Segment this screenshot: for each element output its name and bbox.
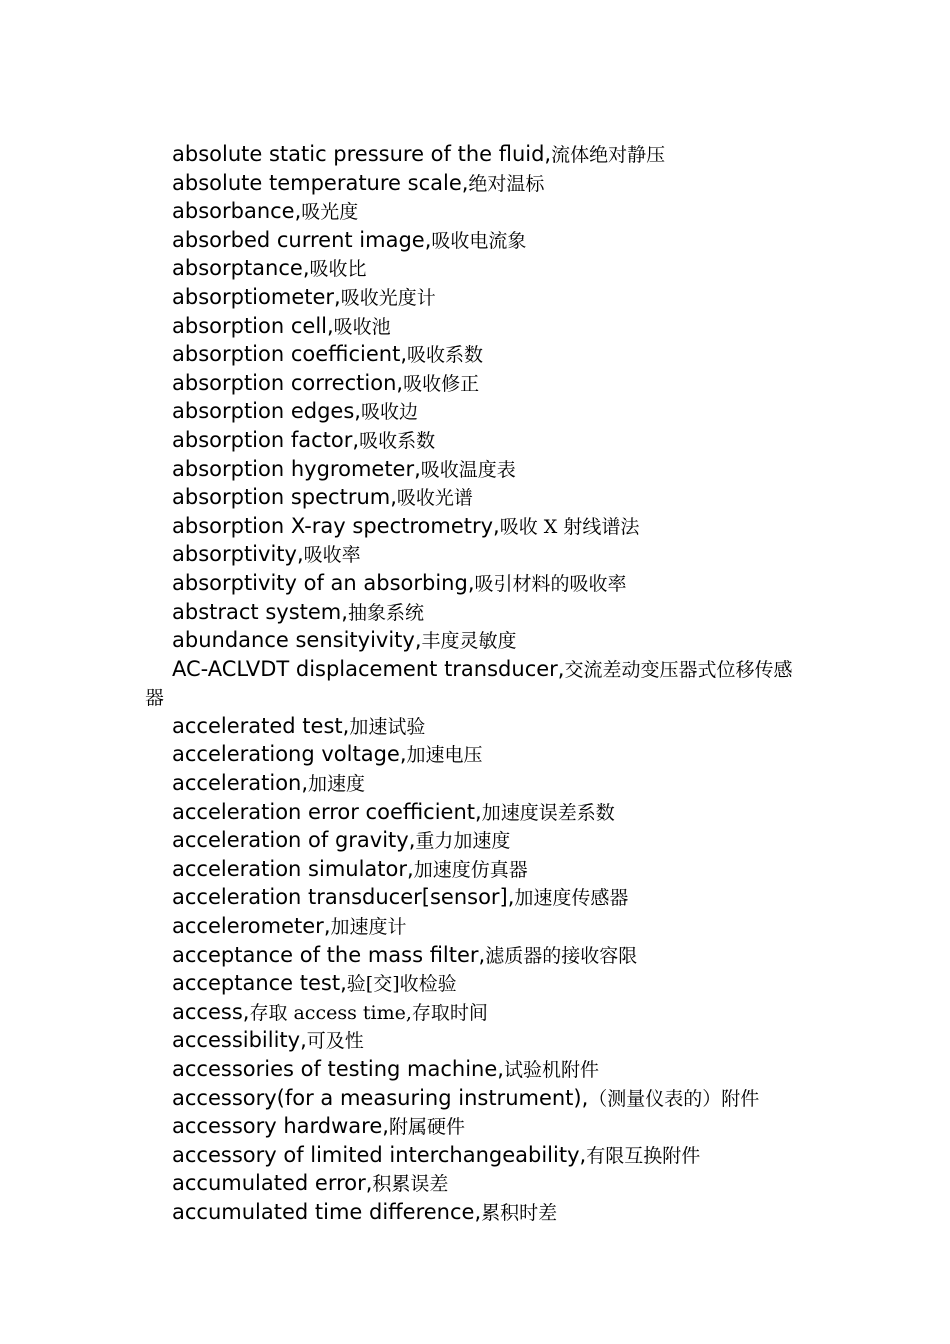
glossary-entry [145,255,795,284]
glossary-entry [145,599,795,628]
entry-english-term: acceptance test, [172,971,347,996]
entry-chinese-term: 吸收边 [360,401,418,424]
entry-chinese-term: 吸收光度计 [340,286,436,309]
entry-chinese-term: 可及性 [306,1030,364,1053]
entry-chinese-term: 累积时差 [481,1201,558,1224]
glossary-entry [145,1113,795,1142]
entry-english-term: absorption hygrometer, [172,456,421,481]
glossary-entry [145,999,795,1028]
glossary-entry [145,313,795,342]
entry-english-term: acceleration of gravity, [172,828,416,853]
glossary-entry [145,1142,795,1171]
entry-chinese-term: 交流差动变压器式位移传感器 [145,658,793,710]
entry-chinese-term: 加速度仿真器 [413,858,528,881]
entry-chinese-term: 吸收修正 [403,372,480,395]
glossary-entry [145,970,795,999]
entry-chinese-term: （测量仪表的）附件 [588,1087,760,1110]
glossary-entry [145,370,795,399]
entry-english-term: accessory(for a measuring instrument), [172,1085,589,1110]
glossary-entry [145,856,795,885]
entry-english-term: accessories of testing machine, [172,1057,504,1081]
entry-chinese-term: 加速试验 [349,715,426,738]
entry-english-term: accumulated time difference, [172,1199,482,1224]
glossary-entry [145,227,795,256]
glossary-entry [145,284,795,313]
entry-english-term: access, [172,999,250,1024]
entry-chinese-term: 存取 access time,存取时间 [249,1001,488,1024]
entry-chinese-term: 吸收比 [309,258,367,281]
glossary-entry [145,741,795,770]
entry-english-term: acceptance of the mass filter, [172,942,486,967]
entry-chinese-term: 吸收温度表 [420,458,516,481]
entry-chinese-term: 吸收池 [333,315,391,338]
entry-chinese-term: 流体绝对静压 [551,144,666,166]
entry-chinese-term: 吸收 X 射线谱法 [499,515,640,538]
entry-chinese-term: 加速电压 [406,744,483,767]
entry-chinese-term: 吸收系数 [359,429,436,452]
entry-english-term: absorbance, [172,199,302,224]
entry-english-term: absorption X-ray spectrometry, [172,513,500,538]
entry-english-term: acceleration transducer[sensor], [172,885,515,910]
glossary-entry [145,913,795,942]
entry-english-term: acceleration, [172,771,309,796]
glossary-entry [145,799,795,828]
entry-english-term: absorptiometer, [172,284,341,309]
entry-english-term: AC-ACLVDT displacement transducer, [172,656,565,681]
entry-english-term: absorptance, [172,256,310,281]
entry-english-term: absorption edges, [172,399,361,424]
entry-chinese-term: 吸光度 [301,201,359,224]
entry-english-term: absorption spectrum, [172,485,397,510]
entry-chinese-term: 吸收率 [303,544,361,567]
entry-chinese-term: 加速度传感器 [514,887,629,910]
entry-chinese-term: 验[交]收检验 [346,973,457,996]
glossary-entry [145,942,795,971]
glossary-entry [145,170,795,199]
entry-chinese-term: 吸收系数 [407,344,484,367]
glossary-entry [145,884,795,913]
entry-english-term: absorptivity of an absorbing, [172,570,475,595]
glossary-entry [145,713,795,742]
glossary-entry [145,1170,795,1199]
entry-english-term: abstract system, [172,599,348,624]
glossary-entry [145,141,795,170]
entry-english-term: accumulated error, [172,1171,373,1196]
entry-english-term: absorption factor, [172,427,360,452]
entry-chinese-term: 加速度 [308,773,366,796]
entry-english-term: absorbed current image, [172,227,432,252]
entry-english-term: absolute static pressure of the fluid, [172,142,552,166]
glossary-entry [145,484,795,513]
glossary-entry [145,656,795,713]
glossary-entry [145,541,795,570]
entry-chinese-term: 附属硬件 [388,1116,465,1139]
entry-chinese-term: 绝对温标 [468,172,545,195]
entry-english-term: absolute temperature scale, [172,170,469,195]
glossary-entry [145,627,795,656]
glossary-entry [145,427,795,456]
glossary-entry [145,341,795,370]
entry-english-term: accessory hardware, [172,1114,389,1139]
entry-english-term: accelerated test, [172,713,350,738]
glossary-entry [145,770,795,799]
glossary-entries [145,141,795,1228]
entry-english-term: absorptivity, [172,542,304,567]
entry-english-term: absorption coefficient, [172,342,407,367]
glossary-entry [145,1056,795,1085]
entry-chinese-term: 有限互换附件 [586,1144,701,1167]
glossary-entry [145,513,795,542]
entry-chinese-term: 吸收光谱 [396,487,473,510]
glossary-entry [145,456,795,485]
entry-english-term: acceleration simulator, [172,856,414,881]
entry-english-term: absorption correction, [172,370,404,395]
glossary-entry [145,827,795,856]
entry-english-term: accessibility, [172,1028,307,1053]
entry-chinese-term: 重力加速度 [415,830,511,853]
entry-chinese-term: 丰度灵敏度 [421,630,517,653]
entry-english-term: accelerometer, [172,914,331,939]
glossary-entry [145,398,795,427]
glossary-entry [145,1199,795,1228]
entry-chinese-term: 滤质器的接收容限 [485,944,638,967]
entry-chinese-term: 吸引材料的吸收率 [474,572,627,595]
glossary-entry [145,198,795,227]
entry-chinese-term: 抽象系统 [347,601,424,624]
entry-english-term: accessory of limited interchangeability, [172,1142,587,1167]
entry-chinese-term: 积累误差 [372,1173,449,1196]
glossary-entry [145,1027,795,1056]
entry-english-term: abundance sensityivity, [172,628,422,653]
entry-chinese-term: 加速度计 [330,916,407,939]
entry-english-term: acceleration error coefficient, [172,799,482,824]
entry-english-term: accelerationg voltage, [172,742,407,767]
entry-chinese-term: 加速度误差系数 [481,801,615,824]
glossary-entry [145,1085,795,1114]
glossary-entry [145,570,795,599]
entry-chinese-term: 试验机附件 [503,1059,599,1081]
entry-english-term: absorption cell, [172,313,334,338]
entry-chinese-term: 吸收电流象 [431,229,527,252]
